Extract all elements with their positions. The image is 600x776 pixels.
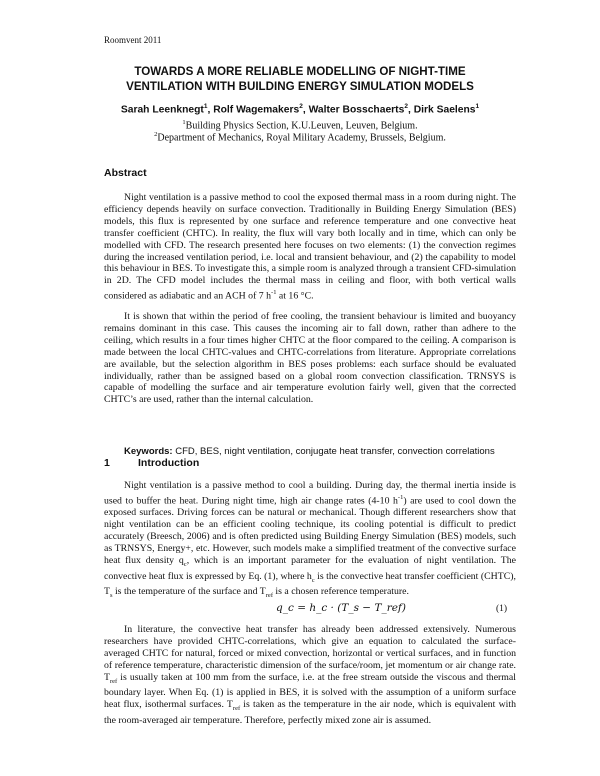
paper-title	[80, 64, 520, 94]
author-affiliation-mark: 1	[475, 103, 480, 110]
author-name: Walter Bosschaerts	[308, 104, 405, 116]
affiliation-2: $^2$Department of Mechanics, Royal Military Academy, Brussels, Belgium.	[154, 131, 446, 144]
intro-paragraph-1: Night ventilation is a passive method to cool a building. During day, the thermal inertia inside is used to buffer the heat. During night time, high air change rates (4-10 $h^{-1}$) are used to cool down the exposed surfaces. Driving forces can be natural or mechanical. Though different researchers show that night ventilation can be an efficient cooling technique, its cooling potential is difficult to predict accurately (Breesch, 2006) and is often predicted using Building Energy Simulation (BES) models, such as TRNSYS, Energy+, etc. However, such models make a simplified treatment of the convective surface heat flux density $q_c$, which is an important parameter for the evaluation of night ventilation. The convective heat flux is expressed by Eq. (1), where $h_c$ is the convective heat transfer coefficient (CHTC), $T_s$ is the temperature of the surface and $T_{ref}$ is a chosen reference temperature.	[104, 480, 516, 600]
title-line-2: VENTILATION WITH BUILDING ENERGY SIMULATION MODELS	[126, 80, 474, 93]
abstract-heading: Abstract	[104, 167, 147, 179]
running-header: Roomvent 2011	[104, 35, 162, 45]
intro-paragraph-2: In literature, the convective heat transfer has already been addressed extensively. Numerous researchers have provided CHTC-correlations, which give an equation to calculated the surface-averaged CHTC for natural, forced or mixed convection, horizontal or vertical surfaces, and in function of reference temperature, characteristic dimension of the surface/room, jet momentum or air change rate. $T_{ref}$ is usually taken at 100 mm from the surface, i.e. at the free stream outside the viscous and thermal boundary layer. When Eq. (1) is applied in BES, it is solved with the assumption of a uniform surface heat flux, isothermal surfaces. $T_{ref}$ is taken as the temperature in the air node, which is equivalent with the room-averaged air temperature. Therefore, perfectly mixed zone air is assumed.	[104, 624, 516, 727]
author-name: Dirk Saelens	[413, 104, 476, 116]
affiliation-1: $^1$Building Physics Section, K.U.Leuven, Leuven, Belgium.	[182, 119, 418, 132]
author-affiliation-mark: 2	[404, 103, 408, 110]
author-list: Sarah Leenknegt$^1$, Rolf Wagemakers$^2$, Walter Bosschaerts$^2$, Dirk Saelens$^1$	[120, 103, 480, 116]
author-name: Sarah Leenknegt	[120, 104, 204, 116]
equation-1: q_c = h_c · (T_s − T_ref)	[276, 602, 406, 614]
keywords-line	[124, 446, 524, 457]
author-affiliation-mark: 2	[299, 103, 303, 110]
keywords-text: CFD, BES, night ventilation, conjugate heat transfer, convection correlations	[175, 446, 495, 457]
abstract-paragraph-1: Night ventilation is a passive method to cool the exposed thermal mass in a room during night. The efficiency depends heavily on surface convection. Traditionally in Building Energy Simulation (BES) models, this flux is represented by one surface and reference temperature and one convective heat transfer coefficient (CHTC). In reality, the flux will vary both locally and in time, which can only be modelled with CFD. The research presented here focuses on two elements: (1) the convection regimes during the increased ventilation period, i.e. local and transient behaviour, and (2) the capability to model this behaviour in BES. To investigate this, a simple room is analyzed through a transient CFD-simulation in 2D. The CFD model includes the thermal mass in ceiling and floor, with both vertical walls considered as adiabatic and an ACH of 7 $h^{-1}$ at 16 °C.	[104, 192, 516, 302]
section-title: Introduction	[138, 457, 200, 469]
title-line-1: TOWARDS A MORE RELIABLE MODELLING OF NIGHT-TIME	[134, 65, 466, 78]
section-number: 1	[104, 457, 110, 469]
author-name: Rolf Wagemakers	[213, 104, 300, 116]
equation-number: (1)	[496, 604, 508, 614]
keywords-label: Keywords:	[124, 446, 173, 457]
abstract-paragraph-2: It is shown that within the period of free cooling, the transient behaviour is limited and buoyancy remains dominant in this case. This causes the incoming air to fall down, rather than adhere to the ceiling, which results in a four times higher CHTC at the floor compared to the ceiling. A comparison is made between the local CHTC-values and CHTC-correlations from literature. Appropriate correlations are available, but the selection algorithm in BES poses problems: each surface should be evaluated individually, rather than be assigned based on a global room convection classification. TRNSYS is capable of modelling the surface and air temperature evolution fairly well, given that the corrected CHTC’s are used, rather than the internal calculation.	[104, 311, 516, 406]
author-affiliation-mark: 1	[203, 103, 208, 110]
